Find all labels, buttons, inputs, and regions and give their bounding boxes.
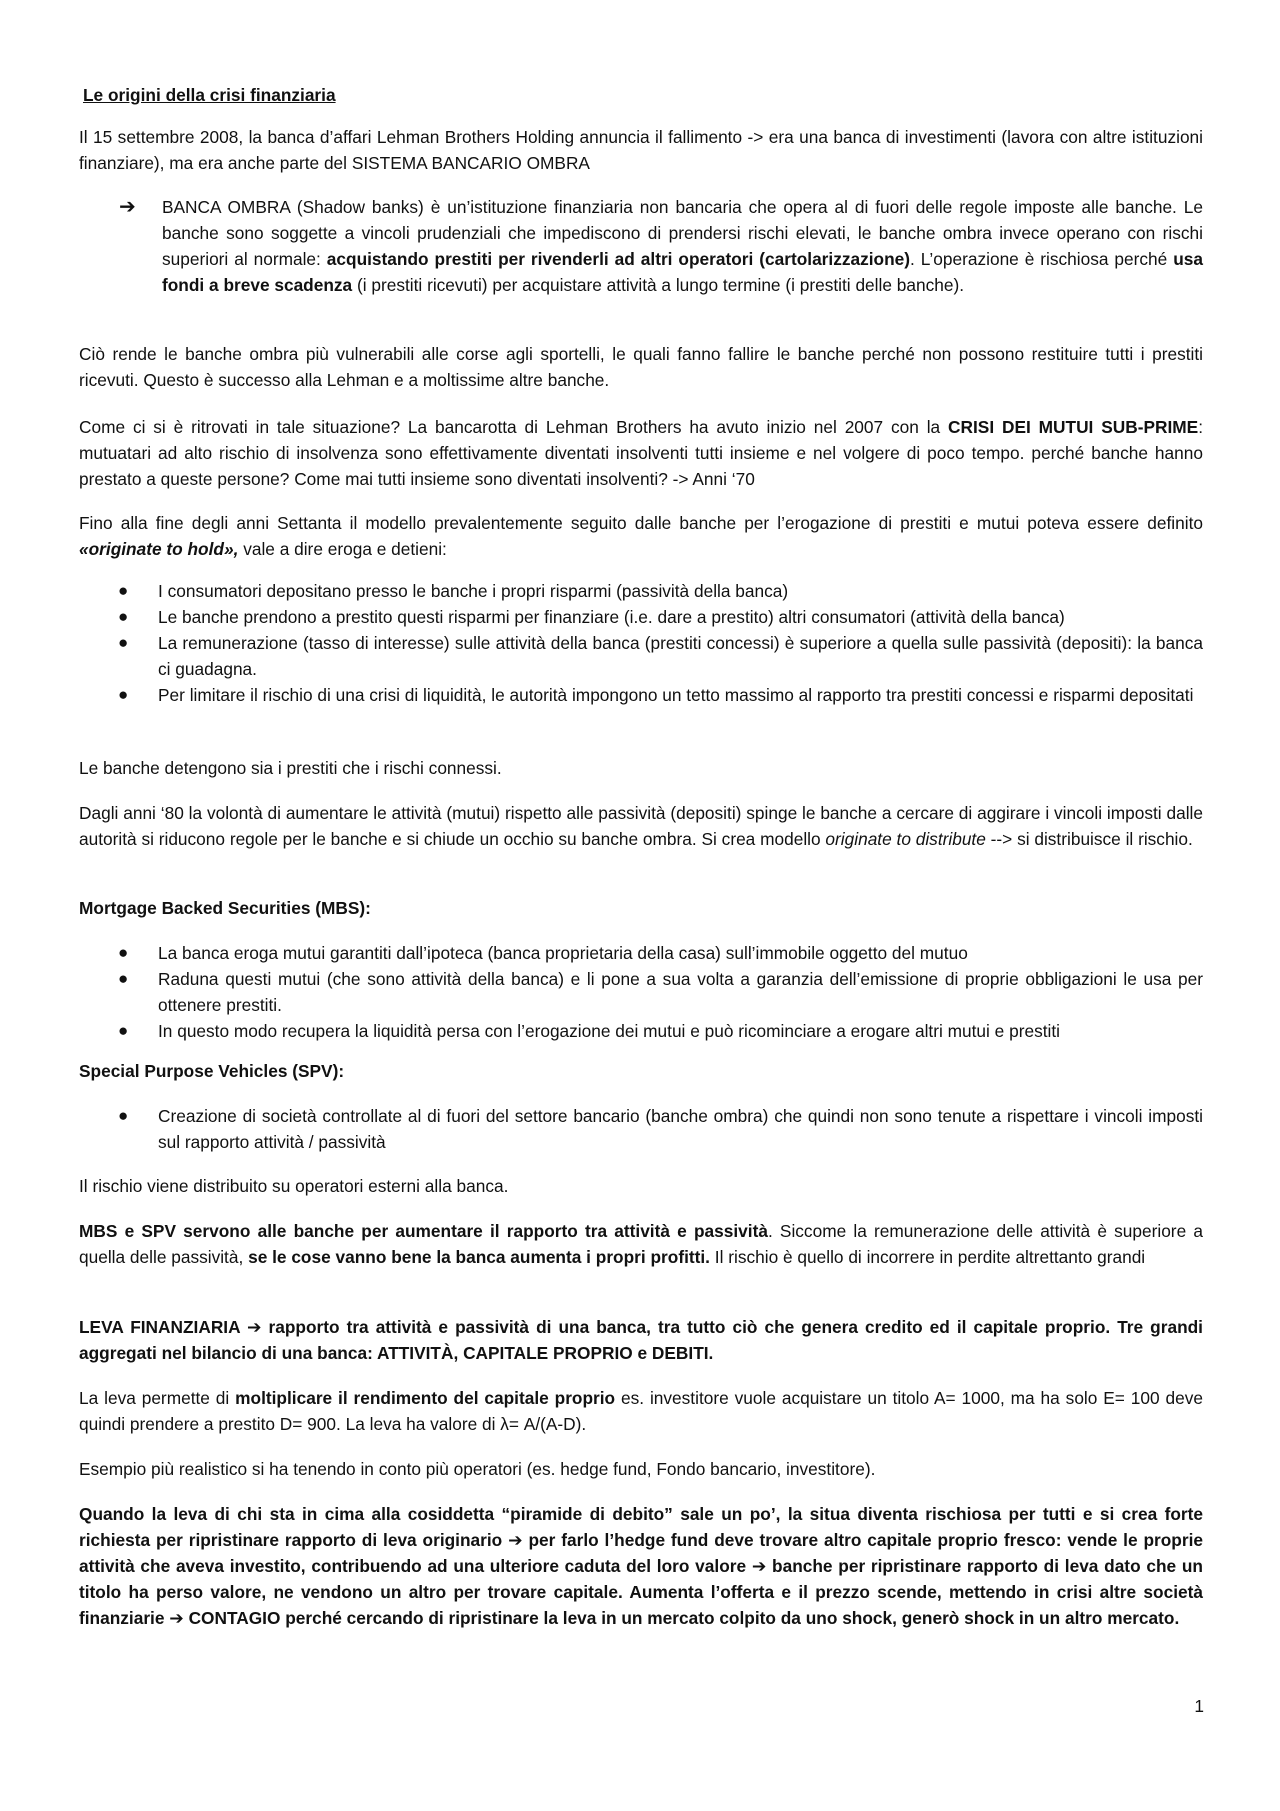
list-mbs bbox=[79, 940, 1203, 1044]
paragraph-originate-to-hold: Fino alla fine degli anni Settanta il modello prevalentemente seguito dalle banche per l’erogazione di prestiti e mutui poteva essere definito «originate to hold», vale a dire eroga e detieni: bbox=[79, 513, 1203, 559]
paragraph-esempio: Esempio più realistico si ha tenendo in conto più operatori (es. hedge fund, Fondo bancario, investitore). bbox=[79, 1459, 876, 1479]
list-item: ● I consumatori depositano presso le banche i propri risparmi (passività della banca) bbox=[79, 578, 1203, 604]
paragraph-vulnerabili: Ciò rende le banche ombra più vulnerabili alle corse agli sportelli, le quali fanno fallire le banche perché non possono restituire tutti i prestiti ricevuti. Questo è successo alla Lehman e a moltissime altre banche. bbox=[79, 344, 1203, 390]
banca-ombra-text: BANCA OMBRA (Shadow banks) è un’istituzione finanziaria non bancaria che opera al di fuori delle regole imposte alle banche. Le banche sono soggette a vincoli prudenziali che impediscono di prendersi rischi elevati, le banche ombra invece operano con rischi superiori al normale: acquistando prestiti per rivenderli ad altri operatori (cartolarizzazione). L’operazione è rischiosa perché usa fondi a breve scadenza (i prestiti ricevuti) per acquistare attività a lungo termine (i prestiti delle banche). bbox=[162, 197, 1203, 295]
bullet-icon: ● bbox=[118, 1021, 129, 1040]
bullet-icon: ● bbox=[118, 581, 129, 600]
paragraph-piramide-debito: Quando la leva di chi sta in cima alla cosiddetta “piramide di debito” sale un po’, la situa diventa rischiosa per tutti e si crea forte richiesta per ripristinare rapporto di leva originario ➔ per farlo l’hedge fund deve trovare altro capitale proprio fresco: vende le proprie attività che aveva investito, contribuendo ad una ulteriore caduta del loro valore ➔ banche per ripristinare rapporto di leva dato che un titolo ha perso valore, ne vendono un altro per trovare capitale. Aumenta l’offerta e il prezzo scende, mettendo in crisi altre società finanziarie ➔ CONTAGIO perché cercando di ripristinare la leva in un mercato colpito da uno shock, generò shock in un altro mercato. bbox=[79, 1504, 1203, 1628]
paragraph-mbs-spv: MBS e SPV servono alle banche per aumentare il rapporto tra attività e passività. Siccome la remunerazione delle attività è superiore a quella delle passività, se le cose vanno bene la banca aumenta i propri profitti. Il rischio è quello di incorrere in perdite altrettanto grandi bbox=[79, 1221, 1203, 1267]
list-item: ● In questo modo recupera la liquidità persa con l’erogazione dei mutui e può ricominciare a erogare altri mutui e prestiti bbox=[79, 1018, 1203, 1044]
paragraph-lehman: Il 15 settembre 2008, la banca d’affari Lehman Brothers Holding annuncia il fallimento -> era una banca di investimenti (lavora con altre istituzioni finanziare), ma era anche parte del SISTEMA BANCARIO OMBRA bbox=[79, 127, 1203, 173]
list-item: ● La banca eroga mutui garantiti dall’ipoteca (banca proprietaria della casa) sull’immobile oggetto del mutuo bbox=[79, 940, 1203, 966]
heading-spv: Special Purpose Vehicles (SPV): bbox=[79, 1061, 345, 1081]
bullet-icon: ● bbox=[118, 685, 129, 704]
bullet-icon: ● bbox=[118, 633, 129, 652]
arrow-icon: ➔ bbox=[119, 196, 136, 218]
arrow-icon: ➔ bbox=[246, 1317, 262, 1337]
paragraph-detengono: Le banche detengono sia i prestiti che i rischi connessi. bbox=[79, 758, 502, 778]
list-spv bbox=[79, 1103, 1203, 1155]
bullet-icon: ● bbox=[118, 969, 129, 988]
heading-mbs: Mortgage Backed Securities (MBS): bbox=[79, 898, 371, 918]
paragraph-leva-rendimento: La leva permette di moltiplicare il rendimento del capitale proprio es. investitore vuole acquistare un titolo A= 1000, ma ha solo E= 100 deve quindi prendere a prestito D= 900. La leva ha valore di λ= A/(A-D). bbox=[79, 1388, 1203, 1434]
list-item: ● Le banche prendono a prestito questi risparmi per finanziare (i.e. dare a prestito) altri consumatori (attività della banca) bbox=[79, 604, 1203, 630]
arrow-item-banca-ombra bbox=[119, 194, 1203, 298]
list-item: ● La remunerazione (tasso di interesse) sulle attività della banca (prestiti concessi) è superiore a quella sulle passività (depositi): la banca ci guadagna. bbox=[79, 630, 1203, 682]
page-number: 1 bbox=[1194, 1696, 1204, 1716]
paragraph-rischio-distribuito: Il rischio viene distribuito su operatori esterni alla banca. bbox=[79, 1176, 509, 1196]
bullet-icon: ● bbox=[118, 607, 129, 626]
arrow-icon: ➔ bbox=[751, 1556, 767, 1576]
list-item: ● Creazione di società controllate al di fuori del settore bancario (banche ombra) che quindi non sono tenute a rispettare i vincoli imposti sul rapporto attività / passività bbox=[79, 1103, 1203, 1155]
arrow-icon: ➔ bbox=[508, 1530, 523, 1550]
page-title: Le origini della crisi finanziaria bbox=[83, 85, 336, 105]
paragraph-subprime: Come ci si è ritrovati in tale situazione? La bancarotta di Lehman Brothers ha avuto inizio nel 2007 con la CRISI DEI MUTUI SUB-PRIME: mutuatari ad alto rischio di insolvenza sono effettivamente diventati insolventi tutti insieme e nel volgere di poco tempo. perché banche hanno prestato a queste persone? Come mai tutti insieme sono diventati insolventi? -> Anni ‘70 bbox=[79, 417, 1203, 489]
paragraph-leva-finanziaria: LEVA FINANZIARIA ➔ rapporto tra attività e passività di una banca, tra tutto ciò che genera credito ed il capitale proprio. Tre grandi aggregati nel bilancio di una banca: ATTIVITÀ, CAPITALE PROPRIO e DEBITI. bbox=[79, 1317, 1203, 1363]
paragraph-anni-80: Dagli anni ‘80 la volontà di aumentare le attività (mutui) rispetto alle passività (depositi) spinge le banche a cercare di aggirare i vincoli imposti dalle autorità si riducono regole per le banche e si chiude un occhio su banche ombra. Si crea modello originate to distribute --> si distribuisce il rischio. bbox=[79, 803, 1203, 849]
bullet-icon: ● bbox=[118, 1106, 129, 1125]
list-item: ● Per limitare il rischio di una crisi di liquidità, le autorità impongono un tetto massimo al rapporto tra prestiti concessi e risparmi depositati bbox=[79, 682, 1203, 708]
list-item: ● Raduna questi mutui (che sono attività della banca) e li pone a sua volta a garanzia dell’emissione di proprie obbligazioni le usa per ottenere prestiti. bbox=[79, 966, 1203, 1018]
arrow-icon: ➔ bbox=[169, 1608, 184, 1628]
list-originate-to-hold bbox=[79, 578, 1203, 708]
bullet-icon: ● bbox=[118, 943, 129, 962]
